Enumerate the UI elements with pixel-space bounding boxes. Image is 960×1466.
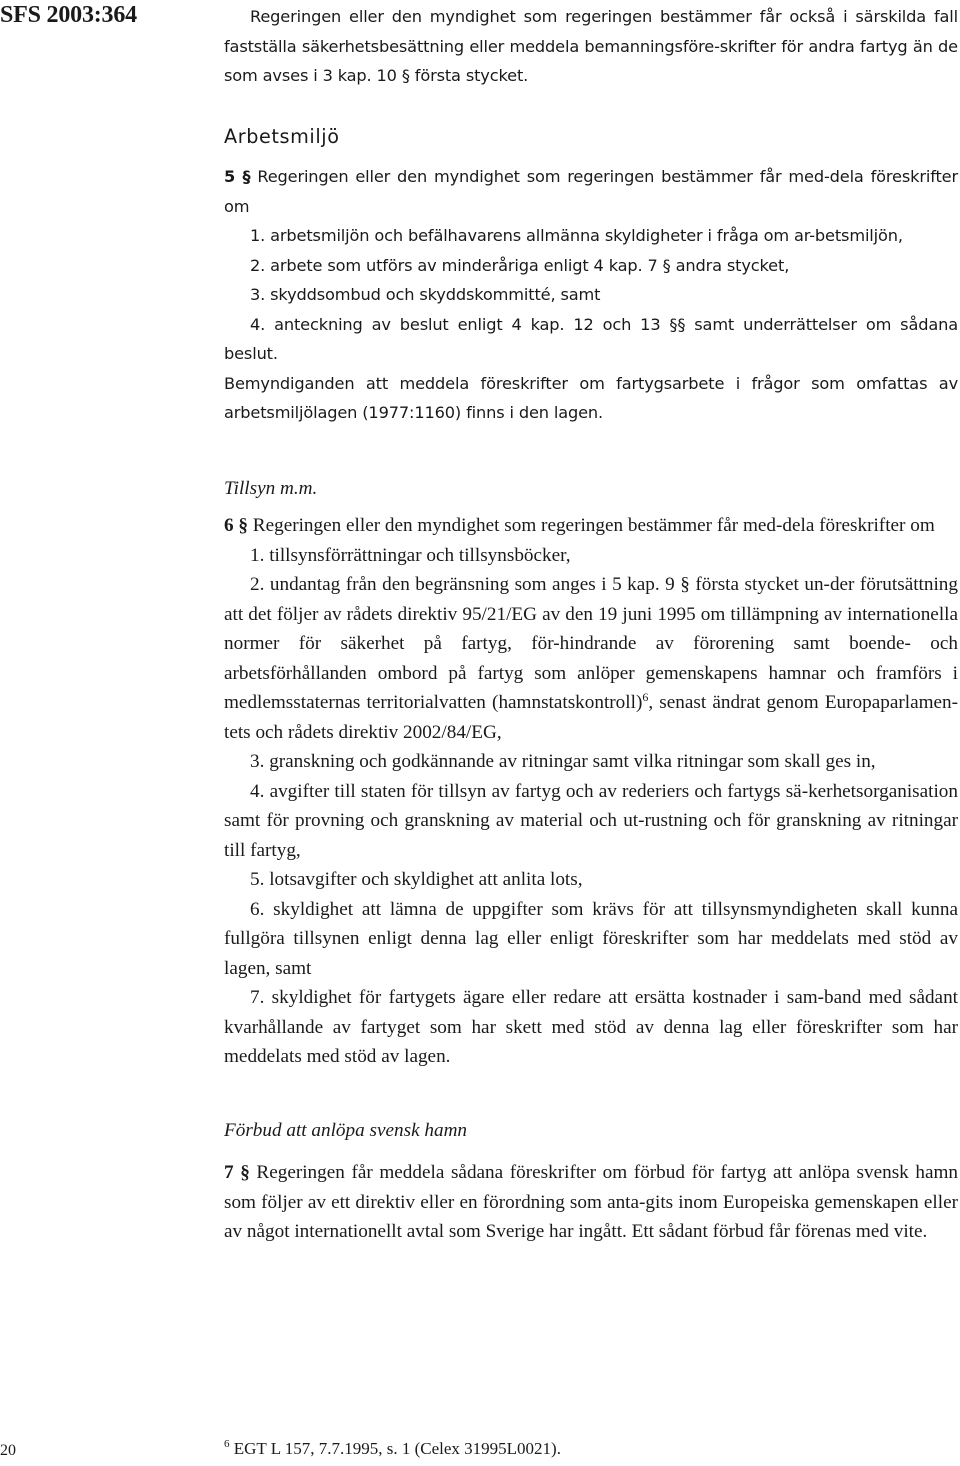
section-heading-arbetsmiljo: Arbetsmiljö	[224, 124, 340, 148]
footnote-text: EGT L 157, 7.7.1995, s. 1 (Celex 31995L0021).	[233, 1439, 561, 1458]
section-heading-tillsyn: Tillsyn m.m.	[224, 477, 318, 499]
section-5-item-4: 4. anteckning av beslut enligt 4 kap. 12 och 13 §§ samt underrättelser om sådana beslut.	[224, 314, 958, 363]
section-6-item-2-text: 2. undantag från den begränsning som anges i 5 kap. 9 § första stycket un-der förutsättning att det följer av rådets direktiv 95/21/EG av den 19 juni 1995 om tillämpning av internationella normer för säkerhet på fartyg, för-hindrande av förorening samt boende- och arbetsförhållanden ombord på fartyg som anlöper gemenskapens hamnar och framförs i medlemsstaternas territorialvatten (hamnstatskontroll)	[224, 574, 958, 713]
sfs-number: SFS 2003:364	[0, 2, 137, 28]
section-7-text	[224, 1158, 958, 1247]
section-5-item-2: 2. arbete som utförs av minderåriga enligt 4 kap. 7 § andra stycket,	[250, 255, 790, 275]
document-body	[224, 0, 958, 1247]
section-6-item-2	[224, 570, 958, 747]
section-6-lead	[224, 511, 958, 541]
section-6-lead-text: Regeringen eller den myndighet som regeringen bestämmer får med-dela föreskrifter om	[252, 515, 935, 536]
section-5-closing: Bemyndiganden att meddela föreskrifter om fartygsarbete i frågor som omfattas av arbetsmiljölagen (1977:1160) finns i den lagen.	[224, 373, 958, 422]
section-6-item-5: 5. lotsavgifter och skyldighet att anlita lots,	[250, 869, 583, 890]
section-7-number: 7 §	[224, 1162, 250, 1183]
section-7-body: Regeringen får meddela sådana föreskrifter om förbud för fartyg att anlöpa svensk hamn som följer av ett direktiv eller en förordning som anta-gits inom Europeiska gemenskapen eller av något internationellt avtal som Sverige har ingått. Ett sådant förbud får förenas med vite.	[224, 1162, 958, 1242]
footnote	[224, 1438, 561, 1459]
section-5-item-1: 1. arbetsmiljön och befälhavarens allmänna skyldigheter i fråga om ar-betsmiljön,	[250, 226, 903, 245]
section-6-item-3: 3. granskning och godkännande av ritningar samt vilka ritningar som skall ges in,	[250, 751, 876, 772]
section-6-item-4: 4. avgifter till staten för tillsyn av fartyg och av rederiers och fartygs sä-kerhetsorganisation samt för provning och granskning av material och ut-rustning och för granskning av ritningar till fartyg,	[224, 780, 958, 861]
section-5-number: 5 §	[224, 167, 251, 186]
footnote-reference: 6	[642, 690, 649, 704]
section-6-item-1: 1. tillsynsförrättningar och tillsynsböcker,	[250, 544, 571, 566]
page-number: 20	[0, 1442, 16, 1459]
section-5-item-3: 3. skyddsombud och skyddskommitté, samt	[250, 285, 601, 304]
section-heading-forbud: Förbud att anlöpa svensk hamn	[224, 1119, 468, 1141]
section-6-number: 6 §	[224, 515, 248, 536]
section-6-item-7: 7. skyldighet för fartygets ägare eller redare att ersätta kostnader i sam-band med sådant kvarhållande av fartyget som har skett med stöd av denna lag eller föreskrifter som har meddelats med stöd av lagen.	[224, 987, 958, 1067]
section-6-item-6: 6. skyldighet att lämna de uppgifter som krävs för att tillsynsmyndigheten skall kunna fullgöra tillsynen enligt denna lag eller enligt föreskrifter som har meddelats med stöd av lagen, samt	[224, 898, 958, 979]
section-5-lead-text: Regeringen eller den myndighet som regeringen bestämmer får med-dela föreskrifter om	[224, 167, 958, 216]
intro-paragraph: Regeringen eller den myndighet som regeringen bestämmer får också i särskilda fall fastställa säkerhetsbesättning eller meddela bemanningsföre-skrifter för andra fartyg än de som avses i 3 kap. 10 § första stycket.	[224, 7, 958, 85]
section-5-lead	[224, 162, 958, 221]
footnote-mark: 6	[224, 1438, 230, 1450]
section-6-item-2-tail: , senast ändrat genom Europaparlamen-tets och rådets direktiv 2002/84/EG,	[224, 692, 959, 743]
